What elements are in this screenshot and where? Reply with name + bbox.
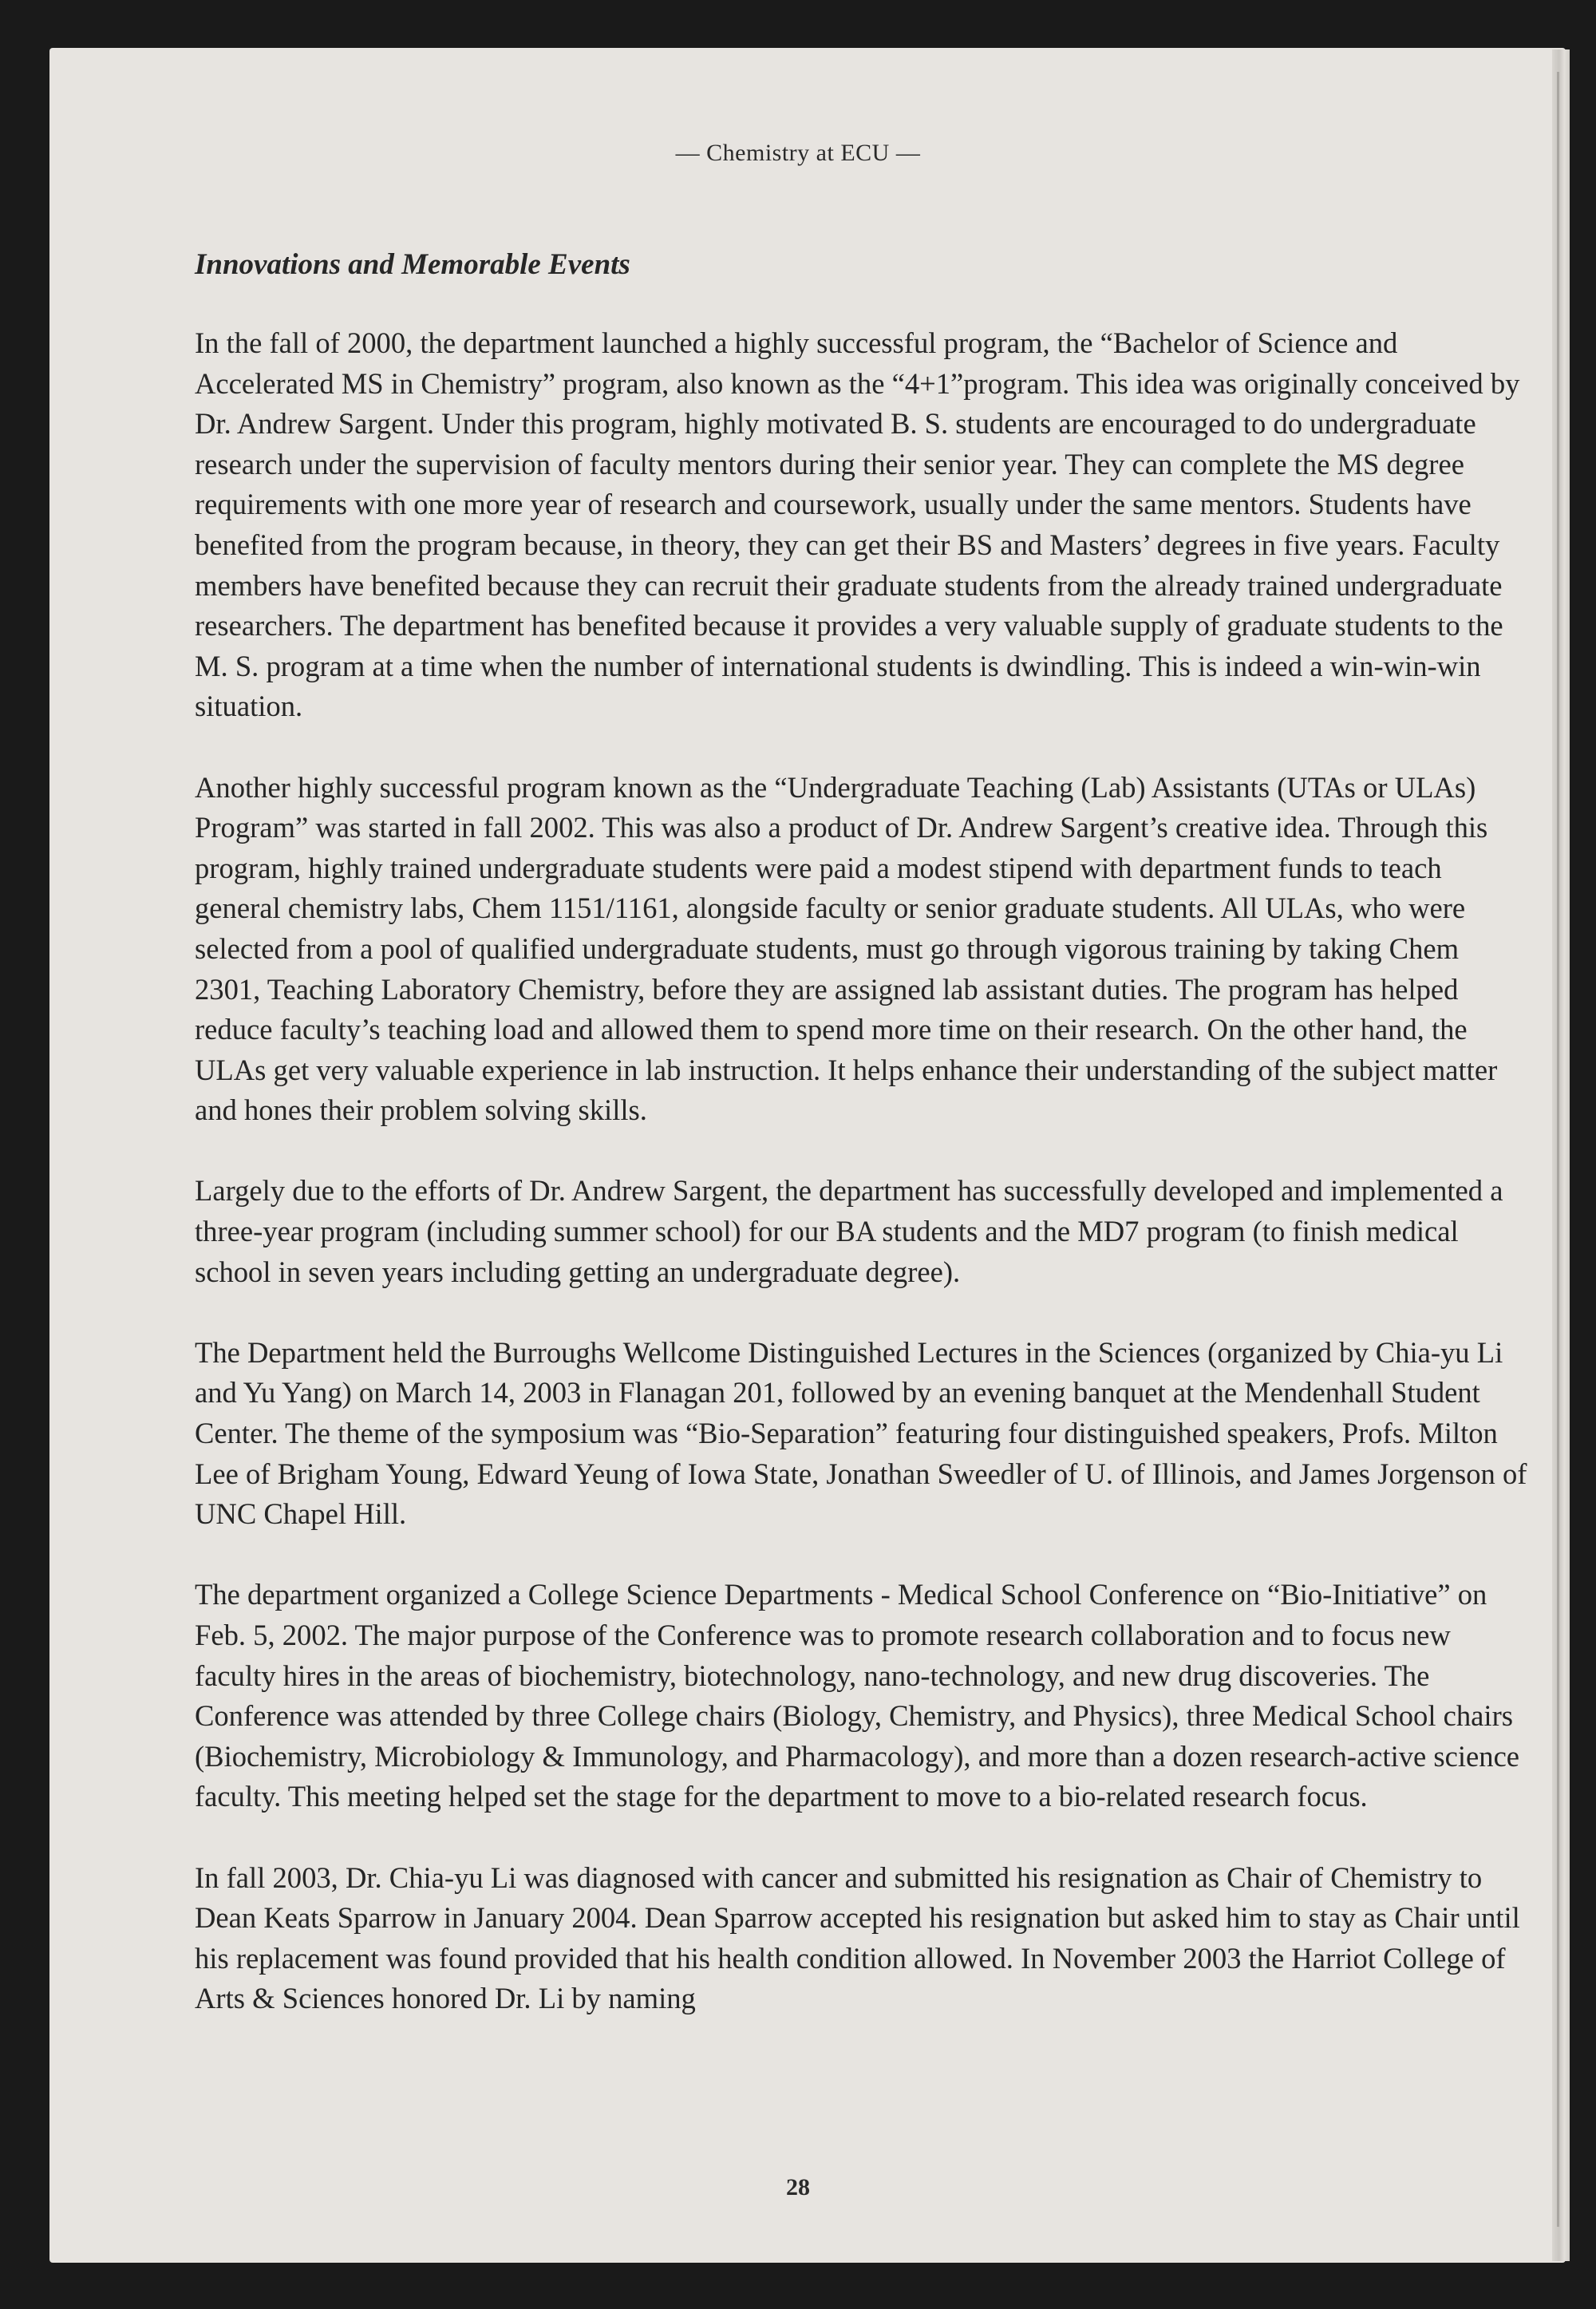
section-title: Innovations and Memorable Events [195, 248, 630, 281]
body-text [195, 323, 1527, 2060]
page-edge-shadow [1552, 49, 1570, 2261]
paragraph-bio-initiative-conference: The department organized a College Science Departments - Medical School Conference on “Bio-Initiative” on Feb. 5, 2002. The major purpose of the Conference was to promote research collaboration and to focus new faculty hires in the areas of biochemistry, biotechnology, nano-technology, and new drug discoveries. The Conference was attended by three College chairs (Biology, Chemistry, and Physics), three Medical School chairs (Biochemistry, Microbiology & Immunology, and Pharmacology), and more than a dozen research-active science faculty. This meeting helped set the stage for the department to move to a bio-related research focus. [195, 1578, 1520, 1813]
page-number: 28 [786, 2174, 810, 2200]
paragraph-burroughs-wellcome-lectures: The Department held the Burroughs Wellcome Distinguished Lectures in the Sciences (organized by Chia-yu Li and Yu Yang) on March 14, 2003 in Flanagan 201, followed by an evening banquet at the Mendenhall Student Center. The theme of the symposium was “Bio-Separation” featuring four distinguished speakers, Profs. Milton Lee of Brigham Young, Edward Yeung of Iowa State, Jonathan Sweedler of U. of Illinois, and James Jorgenson of UNC Chapel Hill. [195, 1335, 1527, 1531]
paragraph-ula-program: Another highly successful program known as the “Undergraduate Teaching (Lab) Assistants (UTAs or ULAs) Program” was started in fall 2002. This was also a product of Dr. Andrew Sargent’s creative idea. Through this program, highly trained undergraduate students were paid a modest stipend with department funds to teach general chemistry labs, Chem 1151/1161, alongside faculty or senior graduate students. All ULAs, who were selected from a pool of qualified undergraduate students, must go through vigorous training by taking Chem 2301, Teaching Laboratory Chemistry, before they are assigned lab assistant duties. The program has helped reduce faculty’s teaching load and allowed them to spend more time on their research. On the other hand, the ULAs get very valuable experience in lab instruction. It helps enhance their understanding of the subject matter and hones their problem solving skills. [195, 770, 1498, 1127]
paragraph-4plus1-program: In the fall of 2000, the department launched a highly successful program, the “Bachelor of Science and Accelerated MS in Chemistry” program, also known as the “4+1”program. This idea was originally conceived by Dr. Andrew Sargent. Under this program, highly motivated B. S. students are encouraged to do undergraduate research under the supervision of faculty mentors during their senior year. They can complete the MS degree requirements with one more year of research and coursework, usually under the same mentors. Students have benefited from the program because, in theory, they can get their BS and Masters’ degrees in five years. Faculty members have benefited because they can recruit their graduate students from the already trained undergraduate researchers. The department has benefited because it provides a very valuable supply of graduate students to the M. S. program at a time when the number of international students is dwindling. This is indeed a win-win-win situation. [195, 326, 1520, 723]
paragraph-chair-resignation: In fall 2003, Dr. Chia-yu Li was diagnosed with cancer and submitted his resignation as Chair of Chemistry to Dean Keats Sparrow in January 2004. Dean Sparrow accepted his resignation but asked him to stay as Chair until his replacement was found provided that his health condition allowed. In November 2003 the Harriot College of Arts & Sciences honored Dr. Li by naming [195, 1860, 1520, 2015]
running-head: — Chemistry at ECU — [675, 140, 921, 166]
paragraph-three-year-program: Largely due to the efforts of Dr. Andrew Sargent, the department has successfully developed and implemented a three-year program (including summer school) for our BA students and the MD7 program (to finish medical school in seven years including getting an undergraduate degree). [195, 1174, 1503, 1288]
page-edge-line [1557, 72, 1559, 2227]
